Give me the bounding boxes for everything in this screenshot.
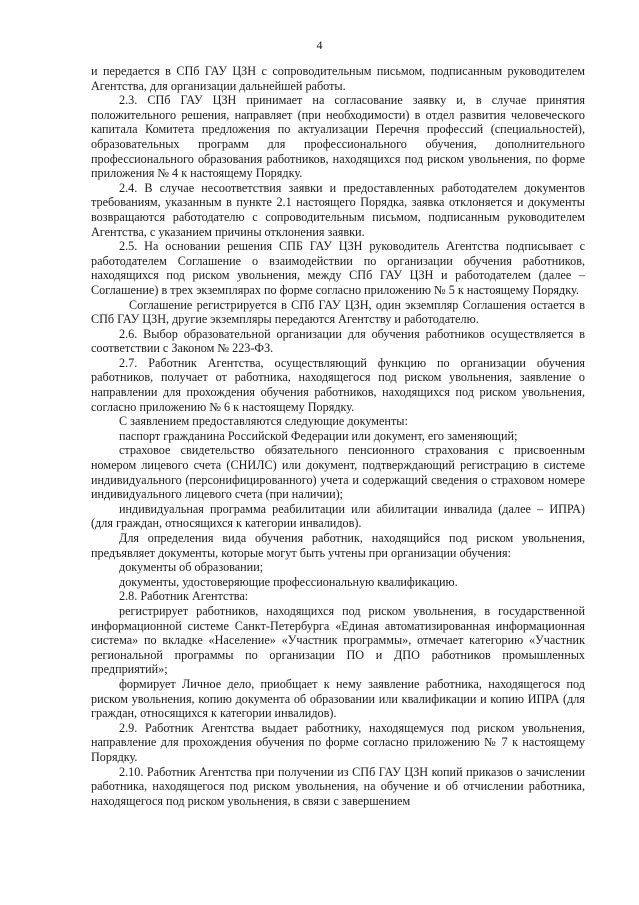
paragraph: 2.8. Работник Агентства: [119, 589, 249, 604]
document-body [91, 64, 585, 808]
paragraph: 2.10. Работник Агентства при получении из СПб ГАУ ЦЗН копий приказов о зачислении работника, находящегося под риском увольнения, на обучение и об отчислении работника, находящегося под риском увольнения, в связи с завершением [91, 764, 585, 808]
paragraph: С заявлением предоставляются следующие документы: [119, 414, 408, 429]
paragraph: 2.4. В случае несоответствия заявки и предоставленных работодателем документов требованиям, указанным в пункте 2.1 настоящего Порядка, заявка отклоняется и документы возвращаются работодателю с сопроводительным письмом, подписанным руководителем Агентства, с указанием причины отклонения заявки. [91, 180, 585, 239]
paragraph: регистрирует работников, находящихся под риском увольнения, в государственной информационной системе Санкт-Петербурга «Единая автоматизированная информационная система» по вкладке «Население» «Участник программы», отмечает категорию «Участник региональной программы по организации ПО и ДПО работников промышленных предприятий»; [91, 603, 585, 677]
paragraph: Соглашение регистрируется в СПб ГАУ ЦЗН, один экземпляр Соглашения остается в СПб ГАУ ЦЗН, другие экземпляры передаются Агентству и работодателю. [91, 297, 585, 327]
paragraph: паспорт гражданина Российской Федерации или документ, его заменяющий; [119, 428, 518, 443]
paragraph: 2.7. Работник Агентства, осуществляющий функцию по организации обучения работников, получает от работника, находящегося под риском увольнения, заявление о направлении для прохождения обучения работников, находящихся под риском увольнения, согласно приложению № 6 к настоящему Порядку. [91, 355, 585, 414]
page-number: 4 [316, 38, 323, 52]
paragraph: страховое свидетельство обязательного пенсионного страхования с присвоенным номером лицевого счета (СНИЛС) или документ, подтверждающий регистрацию в системе индивидуального (персонифицированного) учета и содержащий сведения о страховом номере индивидуального лицевого счета (при наличии); [91, 443, 585, 502]
paragraph: 2.6. Выбор образовательной организации для обучения работников осуществляется в соответствии с Законом № 223-ФЗ. [91, 326, 585, 356]
paragraph: документы об образовании; [119, 560, 264, 575]
paragraph: формирует Личное дело, приобщает к нему заявление работника, находящегося под риском увольнения, копию документа об образовании или квалификации и копию ИПРА (для граждан, относящихся к категории инвалидов). [91, 676, 585, 721]
paragraph: документы, удостоверяющие профессиональную квалификацию. [119, 574, 458, 589]
paragraph: индивидуальная программа реабилитации или абилитации инвалида (далее – ИПРА) (для граждан, относящихся к категории инвалидов). [91, 501, 585, 531]
paragraph: 2.5. На основании решения СПБ ГАУ ЦЗН руководитель Агентства подписывает с работодателем Соглашение о взаимодействии по организации обучения работников, находящихся под риском увольнения, между СПб ГАУ ЦЗН и работодателем (далее – Соглашение) в трех экземплярах по форме согласно приложению № 5 к настоящему Порядку. [91, 239, 585, 297]
paragraph: и передается в СПб ГАУ ЦЗН с сопроводительным письмом, подписанным руководителем Агентства, для организации дальнейшей работы. [91, 64, 585, 93]
paragraph: Для определения вида обучения работник, находящийся под риском увольнения, предъявляет документы, которые могут быть учтены при организации обучения: [91, 531, 585, 560]
paragraph: 2.3. СПб ГАУ ЦЗН принимает на согласование заявку и, в случае принятия положительного решения, направляет (при необходимости) в отдел развития человеческого капитала Комитета предложения по актуализации Перечня профессий (специальностей), образовательных программ для профессионального обучения, дополнительного профессионального образования работников, находящихся под риском увольнения, по форме приложения № 4 к настоящему Порядку. [91, 93, 585, 181]
paragraph: 2.9. Работник Агентства выдает работнику, находящемуся под риском увольнения, направление для прохождения обучения по форме согласно приложению № 7 к настоящему Порядку. [91, 720, 585, 764]
